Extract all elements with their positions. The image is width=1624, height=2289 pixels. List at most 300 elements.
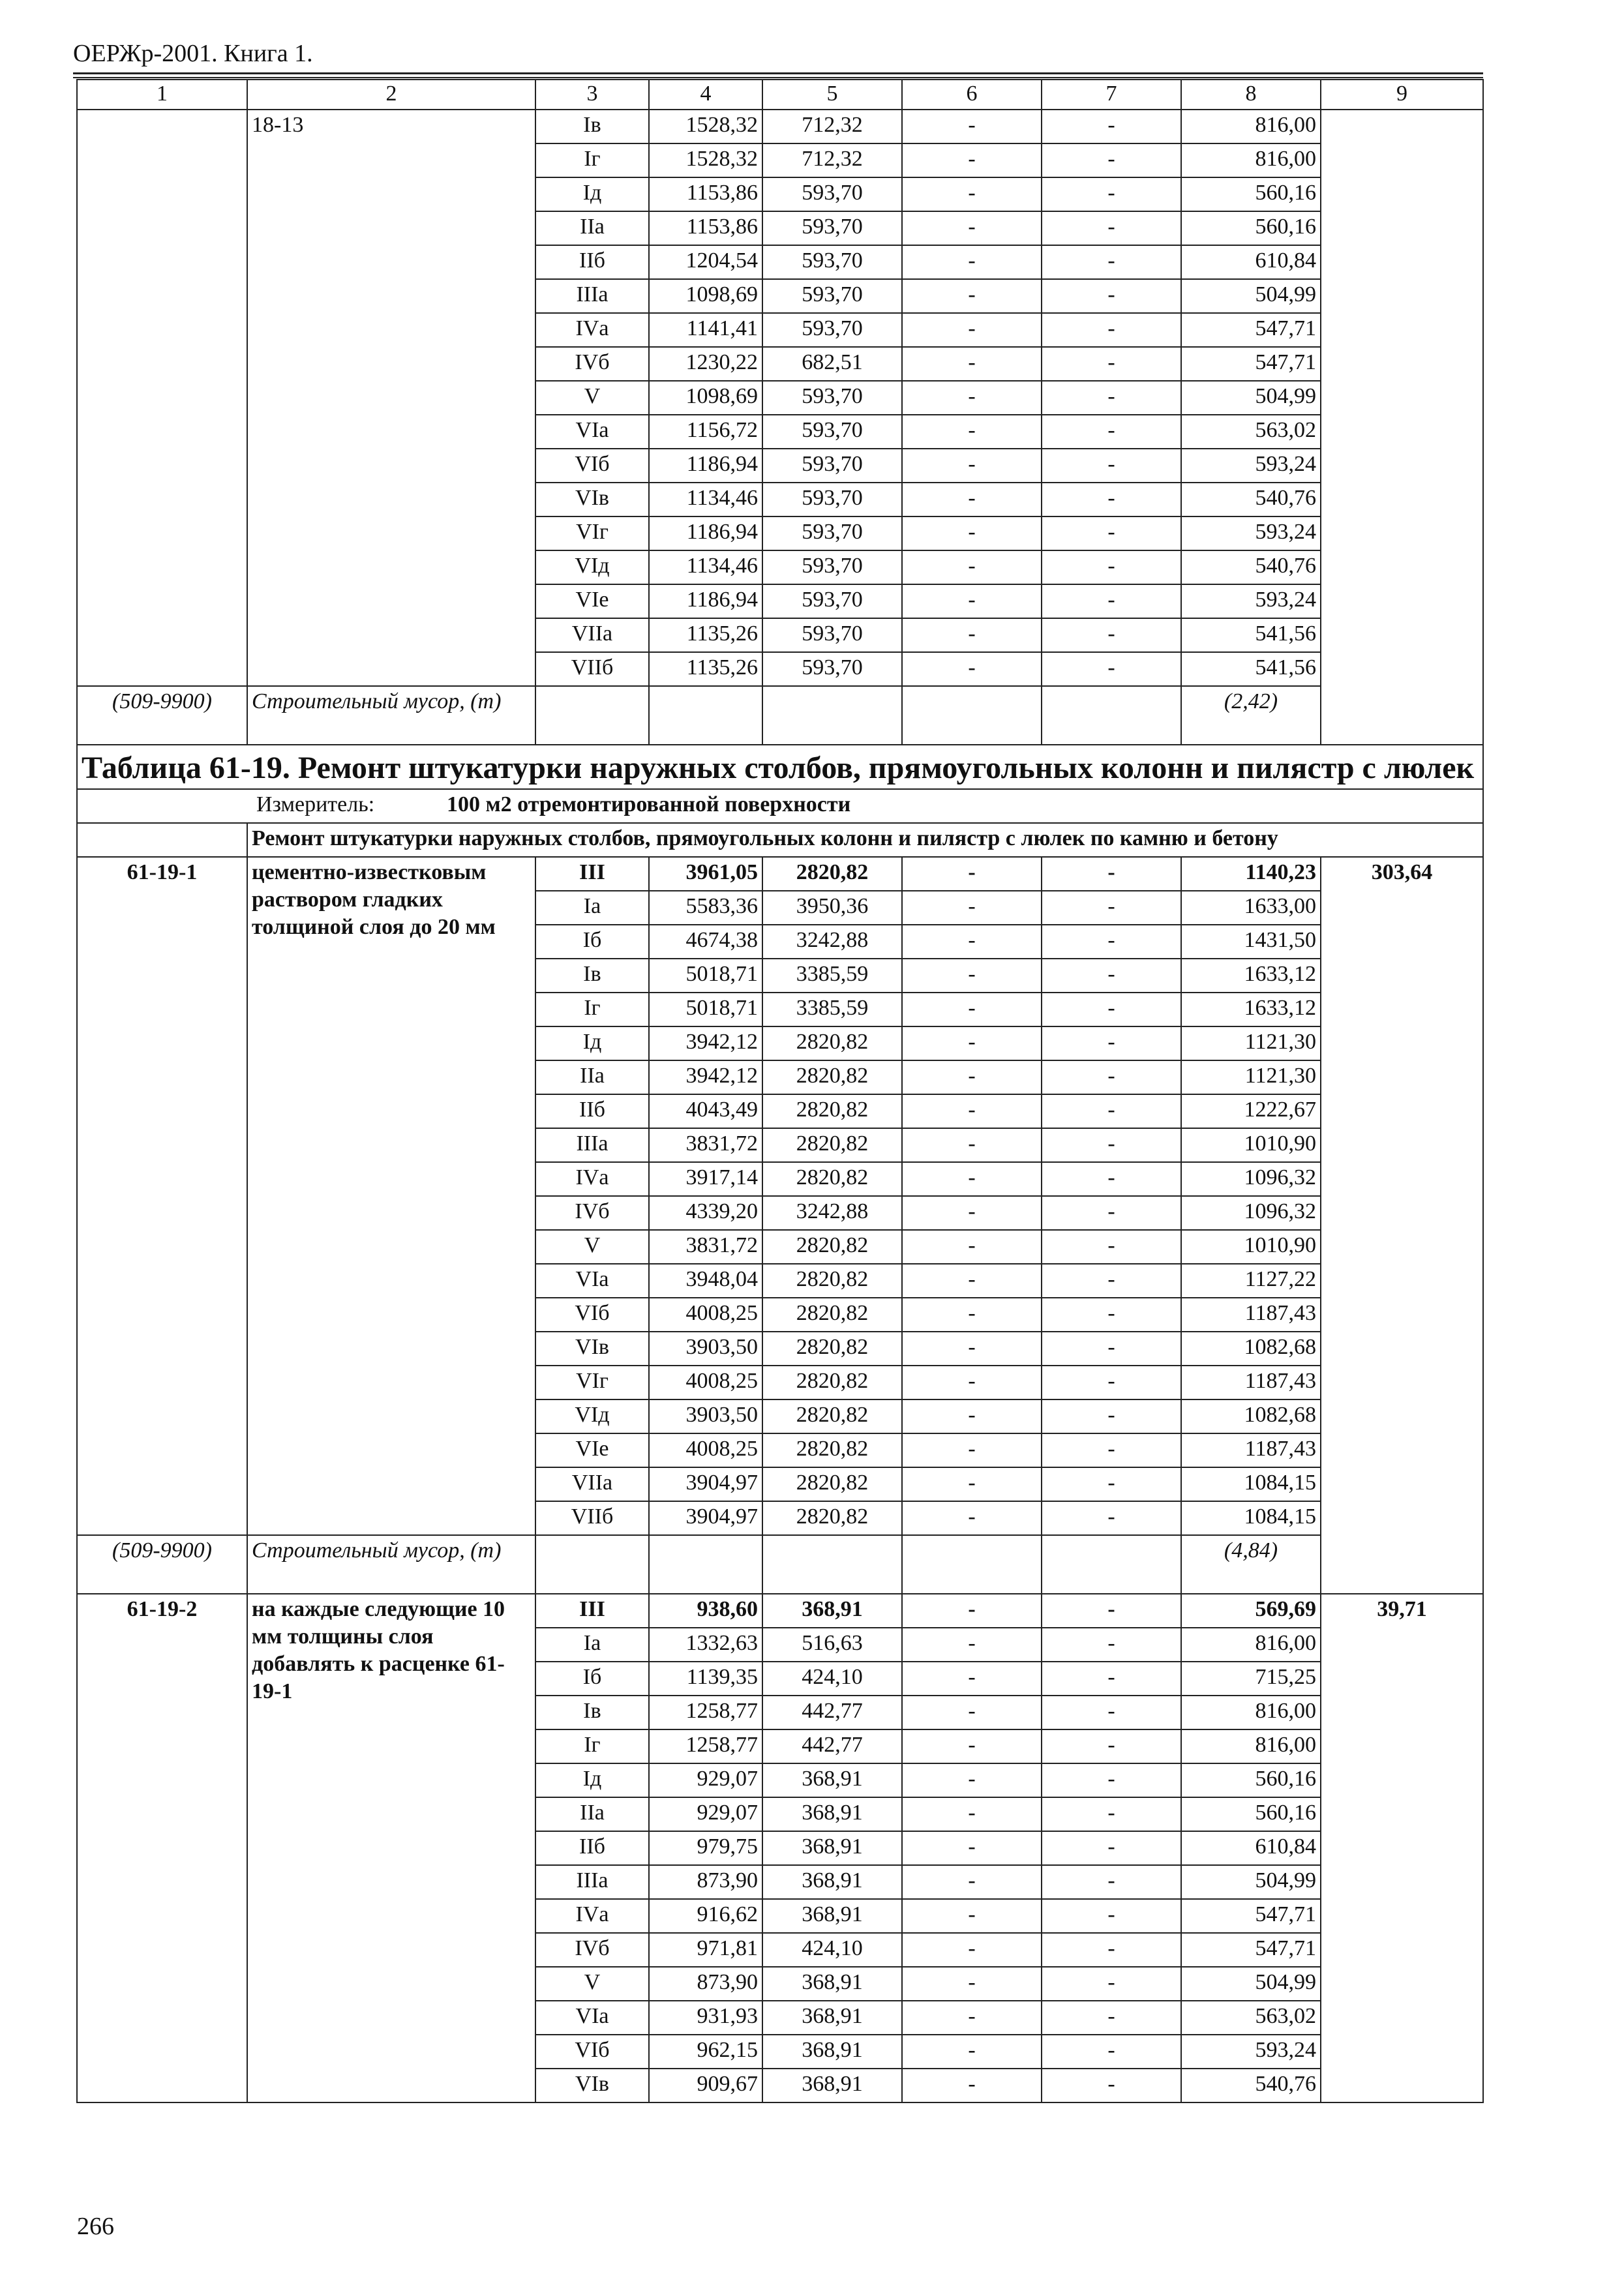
drivers-wages-cell: - — [1042, 1128, 1181, 1162]
empty-cell — [762, 1535, 902, 1594]
materials-cell: 1096,32 — [1181, 1162, 1321, 1196]
wages-cell: 2820,82 — [762, 1332, 902, 1366]
total-cost-cell: 3831,72 — [649, 1128, 762, 1162]
drivers-wages-cell: - — [1042, 2001, 1181, 2035]
materials-cell: 1633,12 — [1181, 959, 1321, 993]
zone-cell: Iв — [535, 110, 649, 143]
wages-cell: 593,70 — [762, 652, 902, 686]
materials-cell: 540,76 — [1181, 483, 1321, 516]
drivers-wages-cell: - — [1042, 1230, 1181, 1264]
zone-cell: Iб — [535, 1662, 649, 1696]
drivers-wages-cell: - — [1042, 1967, 1181, 2001]
wages-cell: 2820,82 — [762, 1026, 902, 1060]
zone-cell: VIб — [535, 449, 649, 483]
total-cost-cell: 931,93 — [649, 2001, 762, 2035]
labor-cell: 39,71 — [1321, 1594, 1483, 2102]
total-cost-cell: 1204,54 — [649, 245, 762, 279]
wages-cell: 593,70 — [762, 415, 902, 449]
materials-cell: 610,84 — [1181, 245, 1321, 279]
drivers-wages-cell: - — [1042, 211, 1181, 245]
zone-cell: Iг — [535, 993, 649, 1026]
machines-cell: - — [902, 1399, 1042, 1433]
wages-cell: 2820,82 — [762, 1366, 902, 1399]
materials-cell: 816,00 — [1181, 1696, 1321, 1729]
wages-cell: 368,91 — [762, 1899, 902, 1933]
total-cost-cell: 4674,38 — [649, 925, 762, 959]
drivers-wages-cell: - — [1042, 652, 1181, 686]
wages-cell: 368,91 — [762, 2001, 902, 2035]
drivers-wages-cell: - — [1042, 1060, 1181, 1094]
total-cost-cell: 3942,12 — [649, 1026, 762, 1060]
page-number: 266 — [77, 2213, 114, 2240]
zone-cell: IVа — [535, 313, 649, 347]
zone-cell: VIв — [535, 2069, 649, 2102]
zone-cell: Iд — [535, 1763, 649, 1797]
total-cost-cell: 1153,86 — [649, 211, 762, 245]
meter-value: 100 м2 отремонтированной поверхности — [447, 792, 851, 816]
materials-cell: 816,00 — [1181, 1729, 1321, 1763]
total-cost-cell: 1135,26 — [649, 618, 762, 652]
materials-cell: 560,16 — [1181, 177, 1321, 211]
wages-cell: 368,91 — [762, 1865, 902, 1899]
machines-cell: - — [902, 652, 1042, 686]
wages-cell: 593,70 — [762, 483, 902, 516]
total-cost-cell: 3942,12 — [649, 1060, 762, 1094]
machines-cell: - — [902, 2035, 1042, 2069]
machines-cell: - — [902, 449, 1042, 483]
materials-cell: 1084,15 — [1181, 1501, 1321, 1535]
wages-cell: 3950,36 — [762, 891, 902, 925]
empty-cell — [77, 823, 247, 857]
materials-cell: 504,99 — [1181, 381, 1321, 415]
drivers-wages-cell: - — [1042, 618, 1181, 652]
total-cost-cell: 3831,72 — [649, 1230, 762, 1264]
total-cost-cell: 1186,94 — [649, 449, 762, 483]
table-title-row — [77, 745, 1483, 789]
debris-value: (2,42) — [1181, 686, 1321, 745]
wages-cell: 368,91 — [762, 1594, 902, 1628]
materials-cell: 1187,43 — [1181, 1433, 1321, 1467]
drivers-wages-cell: - — [1042, 143, 1181, 177]
drivers-wages-cell: - — [1042, 1628, 1181, 1662]
column-number: 4 — [649, 80, 762, 110]
description-cell: 18-13 — [247, 110, 535, 686]
materials-cell: 540,76 — [1181, 550, 1321, 584]
materials-cell: 1633,12 — [1181, 993, 1321, 1026]
drivers-wages-cell: - — [1042, 1467, 1181, 1501]
total-cost-cell: 1332,63 — [649, 1628, 762, 1662]
total-cost-cell: 909,67 — [649, 2069, 762, 2102]
machines-cell: - — [902, 211, 1042, 245]
machines-cell: - — [902, 993, 1042, 1026]
zone-cell: Iб — [535, 925, 649, 959]
zone-cell: Iа — [535, 1628, 649, 1662]
wages-cell: 442,77 — [762, 1696, 902, 1729]
materials-cell: 547,71 — [1181, 313, 1321, 347]
materials-cell: 547,71 — [1181, 1899, 1321, 1933]
drivers-wages-cell: - — [1042, 1366, 1181, 1399]
machines-cell: - — [902, 1264, 1042, 1298]
description-cell: на каждые следующие 10 мм толщины слоя добавлять к расценке 61-19-1 — [247, 1594, 535, 2102]
wages-cell: 593,70 — [762, 550, 902, 584]
wages-cell: 3242,88 — [762, 1196, 902, 1230]
total-cost-cell: 4008,25 — [649, 1366, 762, 1399]
drivers-wages-cell: - — [1042, 177, 1181, 211]
machines-cell: - — [902, 891, 1042, 925]
total-cost-cell: 3904,97 — [649, 1501, 762, 1535]
wages-cell: 3242,88 — [762, 925, 902, 959]
total-cost-cell: 929,07 — [649, 1763, 762, 1797]
wages-cell: 712,32 — [762, 143, 902, 177]
total-cost-cell: 979,75 — [649, 1831, 762, 1865]
materials-cell: 610,84 — [1181, 1831, 1321, 1865]
drivers-wages-cell: - — [1042, 449, 1181, 483]
total-cost-cell: 5583,36 — [649, 891, 762, 925]
drivers-wages-cell: - — [1042, 993, 1181, 1026]
zone-cell: IIб — [535, 245, 649, 279]
section-title: Ремонт штукатурки наружных столбов, прямоугольных колонн и пилястр с люлек по камню и бетону — [247, 823, 1483, 857]
machines-cell: - — [902, 1933, 1042, 1967]
wages-cell: 2820,82 — [762, 857, 902, 891]
machines-cell: - — [902, 110, 1042, 143]
wages-cell: 424,10 — [762, 1933, 902, 1967]
materials-cell: 560,16 — [1181, 1797, 1321, 1831]
wages-cell: 368,91 — [762, 1831, 902, 1865]
zone-cell: Iг — [535, 1729, 649, 1763]
debris-value: (4,84) — [1181, 1535, 1321, 1594]
machines-cell: - — [902, 1230, 1042, 1264]
wages-cell: 593,70 — [762, 313, 902, 347]
machines-cell: - — [902, 2069, 1042, 2102]
zone-cell: IIIа — [535, 1865, 649, 1899]
drivers-wages-cell: - — [1042, 2069, 1181, 2102]
debris-code: (509-9900) — [77, 686, 247, 745]
machines-cell: - — [902, 1899, 1042, 1933]
drivers-wages-cell: - — [1042, 1264, 1181, 1298]
header-rule — [73, 72, 1483, 74]
total-cost-cell: 5018,71 — [649, 993, 762, 1026]
drivers-wages-cell: - — [1042, 550, 1181, 584]
wages-cell: 2820,82 — [762, 1467, 902, 1501]
table-row — [77, 857, 1483, 891]
table-row — [77, 110, 1483, 143]
zone-cell: VIе — [535, 584, 649, 618]
description-cell: цементно-известковым раствором гладких толщиной слоя до 20 мм — [247, 857, 535, 1535]
materials-cell: 560,16 — [1181, 1763, 1321, 1797]
meter-label: Измеритель: — [256, 792, 375, 816]
total-cost-cell: 3903,50 — [649, 1399, 762, 1433]
wages-cell: 368,91 — [762, 1797, 902, 1831]
drivers-wages-cell: - — [1042, 1094, 1181, 1128]
zone-cell: IVа — [535, 1899, 649, 1933]
wages-cell: 2820,82 — [762, 1094, 902, 1128]
code-cell — [77, 110, 247, 686]
materials-cell: 593,24 — [1181, 584, 1321, 618]
total-cost-cell: 1098,69 — [649, 279, 762, 313]
zone-cell: VIд — [535, 550, 649, 584]
materials-cell: 1121,30 — [1181, 1060, 1321, 1094]
zone-cell: Iв — [535, 1696, 649, 1729]
machines-cell: - — [902, 279, 1042, 313]
zone-cell: VIа — [535, 2001, 649, 2035]
zone-cell: IIа — [535, 1797, 649, 1831]
machines-cell: - — [902, 516, 1042, 550]
machines-cell: - — [902, 177, 1042, 211]
drivers-wages-cell: - — [1042, 1501, 1181, 1535]
drivers-wages-cell: - — [1042, 381, 1181, 415]
drivers-wages-cell: - — [1042, 1332, 1181, 1366]
total-cost-cell: 1230,22 — [649, 347, 762, 381]
zone-cell: IIб — [535, 1831, 649, 1865]
drivers-wages-cell: - — [1042, 1026, 1181, 1060]
total-cost-cell: 1186,94 — [649, 584, 762, 618]
total-cost-cell: 1141,41 — [649, 313, 762, 347]
drivers-wages-cell: - — [1042, 1196, 1181, 1230]
drivers-wages-cell: - — [1042, 925, 1181, 959]
drivers-wages-cell: - — [1042, 1729, 1181, 1763]
total-cost-cell: 5018,71 — [649, 959, 762, 993]
drivers-wages-cell: - — [1042, 2035, 1181, 2069]
empty-cell — [762, 686, 902, 745]
wages-cell: 442,77 — [762, 1729, 902, 1763]
machines-cell: - — [902, 1696, 1042, 1729]
zone-cell: VIг — [535, 1366, 649, 1399]
wages-cell: 3385,59 — [762, 993, 902, 1026]
materials-cell: 540,76 — [1181, 2069, 1321, 2102]
wages-cell: 2820,82 — [762, 1264, 902, 1298]
zone-cell: Iд — [535, 1026, 649, 1060]
materials-cell: 816,00 — [1181, 1628, 1321, 1662]
zone-cell: V — [535, 381, 649, 415]
drivers-wages-cell: - — [1042, 584, 1181, 618]
zone-cell: VIв — [535, 483, 649, 516]
drivers-wages-cell: - — [1042, 110, 1181, 143]
wages-cell: 2820,82 — [762, 1230, 902, 1264]
drivers-wages-cell: - — [1042, 483, 1181, 516]
zone-cell: VIб — [535, 1298, 649, 1332]
zone-cell: VIа — [535, 415, 649, 449]
materials-cell: 569,69 — [1181, 1594, 1321, 1628]
meter-cell — [77, 789, 1483, 823]
labor-cell — [1321, 110, 1483, 745]
zone-cell: IVб — [535, 1196, 649, 1230]
zone-cell: VIб — [535, 2035, 649, 2069]
drivers-wages-cell: - — [1042, 1899, 1181, 1933]
zone-cell: Iг — [535, 143, 649, 177]
machines-cell: - — [902, 550, 1042, 584]
drivers-wages-cell: - — [1042, 1662, 1181, 1696]
zone-cell: Iв — [535, 959, 649, 993]
wages-cell: 593,70 — [762, 618, 902, 652]
zone-cell: III — [535, 1594, 649, 1628]
debris-label: Строительный мусор, (т) — [247, 686, 535, 745]
total-cost-cell: 3917,14 — [649, 1162, 762, 1196]
wages-cell: 516,63 — [762, 1628, 902, 1662]
total-cost-cell: 1134,46 — [649, 550, 762, 584]
machines-cell: - — [902, 959, 1042, 993]
materials-cell: 1084,15 — [1181, 1467, 1321, 1501]
total-cost-cell: 873,90 — [649, 1865, 762, 1899]
machines-cell: - — [902, 1763, 1042, 1797]
zone-cell: Iд — [535, 177, 649, 211]
machines-cell: - — [902, 1865, 1042, 1899]
total-cost-cell: 962,15 — [649, 2035, 762, 2069]
materials-cell: 593,24 — [1181, 2035, 1321, 2069]
total-cost-cell: 1258,77 — [649, 1729, 762, 1763]
drivers-wages-cell: - — [1042, 347, 1181, 381]
wages-cell: 424,10 — [762, 1662, 902, 1696]
machines-cell: - — [902, 1128, 1042, 1162]
total-cost-cell: 1258,77 — [649, 1696, 762, 1729]
wages-cell: 368,91 — [762, 2035, 902, 2069]
debris-row — [77, 686, 1483, 745]
total-cost-cell: 1528,32 — [649, 143, 762, 177]
wages-cell: 368,91 — [762, 2069, 902, 2102]
column-number: 5 — [762, 80, 902, 110]
zone-cell: V — [535, 1967, 649, 2001]
debris-label: Строительный мусор, (т) — [247, 1535, 535, 1594]
materials-cell: 1096,32 — [1181, 1196, 1321, 1230]
drivers-wages-cell: - — [1042, 891, 1181, 925]
empty-cell — [649, 1535, 762, 1594]
machines-cell: - — [902, 1060, 1042, 1094]
materials-cell: 547,71 — [1181, 347, 1321, 381]
materials-cell: 715,25 — [1181, 1662, 1321, 1696]
zone-cell: VIIб — [535, 652, 649, 686]
zone-cell: V — [535, 1230, 649, 1264]
materials-cell: 816,00 — [1181, 110, 1321, 143]
zone-cell: VIе — [535, 1433, 649, 1467]
total-cost-cell: 1098,69 — [649, 381, 762, 415]
drivers-wages-cell: - — [1042, 415, 1181, 449]
materials-cell: 1010,90 — [1181, 1230, 1321, 1264]
materials-cell: 593,24 — [1181, 516, 1321, 550]
machines-cell: - — [902, 1594, 1042, 1628]
header-rule-inner — [73, 77, 1483, 78]
materials-cell: 1127,22 — [1181, 1264, 1321, 1298]
drivers-wages-cell: - — [1042, 516, 1181, 550]
column-number: 8 — [1181, 80, 1321, 110]
drivers-wages-cell: - — [1042, 857, 1181, 891]
machines-cell: - — [902, 1196, 1042, 1230]
meter-row — [77, 789, 1483, 823]
machines-cell: - — [902, 381, 1042, 415]
column-number: 9 — [1321, 80, 1483, 110]
materials-cell: 1121,30 — [1181, 1026, 1321, 1060]
column-number: 7 — [1042, 80, 1181, 110]
machines-cell: - — [902, 2001, 1042, 2035]
wages-cell: 593,70 — [762, 211, 902, 245]
empty-cell — [535, 686, 649, 745]
zone-cell: VIг — [535, 516, 649, 550]
drivers-wages-cell: - — [1042, 1298, 1181, 1332]
drivers-wages-cell: - — [1042, 1399, 1181, 1433]
machines-cell: - — [902, 1967, 1042, 2001]
materials-cell: 1187,43 — [1181, 1366, 1321, 1399]
materials-cell: 560,16 — [1181, 211, 1321, 245]
total-cost-cell: 1528,32 — [649, 110, 762, 143]
machines-cell: - — [902, 415, 1042, 449]
column-number: 1 — [77, 80, 247, 110]
column-number: 3 — [535, 80, 649, 110]
materials-cell: 1010,90 — [1181, 1128, 1321, 1162]
zone-cell: Iа — [535, 891, 649, 925]
code-cell: 61-19-2 — [77, 1594, 247, 2102]
wages-cell: 593,70 — [762, 584, 902, 618]
total-cost-cell: 938,60 — [649, 1594, 762, 1628]
materials-cell: 563,02 — [1181, 415, 1321, 449]
wages-cell: 593,70 — [762, 177, 902, 211]
wages-cell: 593,70 — [762, 449, 902, 483]
total-cost-cell: 1153,86 — [649, 177, 762, 211]
table-title: Таблица 61-19. Ремонт штукатурки наружных столбов, прямоугольных колонн и пилястр с люлек — [77, 745, 1483, 789]
labor-cell: 303,64 — [1321, 857, 1483, 1594]
machines-cell: - — [902, 143, 1042, 177]
code-cell: 61-19-1 — [77, 857, 247, 1535]
total-cost-cell: 971,81 — [649, 1933, 762, 1967]
wages-cell: 368,91 — [762, 1763, 902, 1797]
empty-cell — [1042, 1535, 1181, 1594]
materials-cell: 541,56 — [1181, 618, 1321, 652]
total-cost-cell: 3903,50 — [649, 1332, 762, 1366]
machines-cell: - — [902, 1831, 1042, 1865]
machines-cell: - — [902, 1298, 1042, 1332]
machines-cell: - — [902, 1026, 1042, 1060]
drivers-wages-cell: - — [1042, 1162, 1181, 1196]
materials-cell: 1082,68 — [1181, 1332, 1321, 1366]
column-number-row — [77, 80, 1483, 110]
drivers-wages-cell: - — [1042, 313, 1181, 347]
empty-cell — [902, 686, 1042, 745]
machines-cell: - — [902, 1797, 1042, 1831]
total-cost-cell: 4008,25 — [649, 1298, 762, 1332]
machines-cell: - — [902, 1094, 1042, 1128]
materials-cell: 1082,68 — [1181, 1399, 1321, 1433]
wages-cell: 2820,82 — [762, 1433, 902, 1467]
machines-cell: - — [902, 1433, 1042, 1467]
drivers-wages-cell: - — [1042, 1594, 1181, 1628]
drivers-wages-cell: - — [1042, 1696, 1181, 1729]
materials-cell: 1431,50 — [1181, 925, 1321, 959]
machines-cell: - — [902, 584, 1042, 618]
total-cost-cell: 3961,05 — [649, 857, 762, 891]
drivers-wages-cell: - — [1042, 1433, 1181, 1467]
zone-cell: VIд — [535, 1399, 649, 1433]
drivers-wages-cell: - — [1042, 1763, 1181, 1797]
machines-cell: - — [902, 857, 1042, 891]
empty-cell — [902, 1535, 1042, 1594]
total-cost-cell: 916,62 — [649, 1899, 762, 1933]
zone-cell: IIа — [535, 211, 649, 245]
drivers-wages-cell: - — [1042, 959, 1181, 993]
machines-cell: - — [902, 1628, 1042, 1662]
materials-cell: 504,99 — [1181, 1865, 1321, 1899]
materials-cell: 541,56 — [1181, 652, 1321, 686]
machines-cell: - — [902, 245, 1042, 279]
total-cost-cell: 1134,46 — [649, 483, 762, 516]
zone-cell: IIа — [535, 1060, 649, 1094]
empty-cell — [1042, 686, 1181, 745]
machines-cell: - — [902, 618, 1042, 652]
drivers-wages-cell: - — [1042, 1831, 1181, 1865]
wages-cell: 593,70 — [762, 245, 902, 279]
machines-cell: - — [902, 347, 1042, 381]
wages-cell: 2820,82 — [762, 1128, 902, 1162]
empty-cell — [535, 1535, 649, 1594]
machines-cell: - — [902, 1332, 1042, 1366]
zone-cell: IVб — [535, 347, 649, 381]
zone-cell: IIIа — [535, 279, 649, 313]
